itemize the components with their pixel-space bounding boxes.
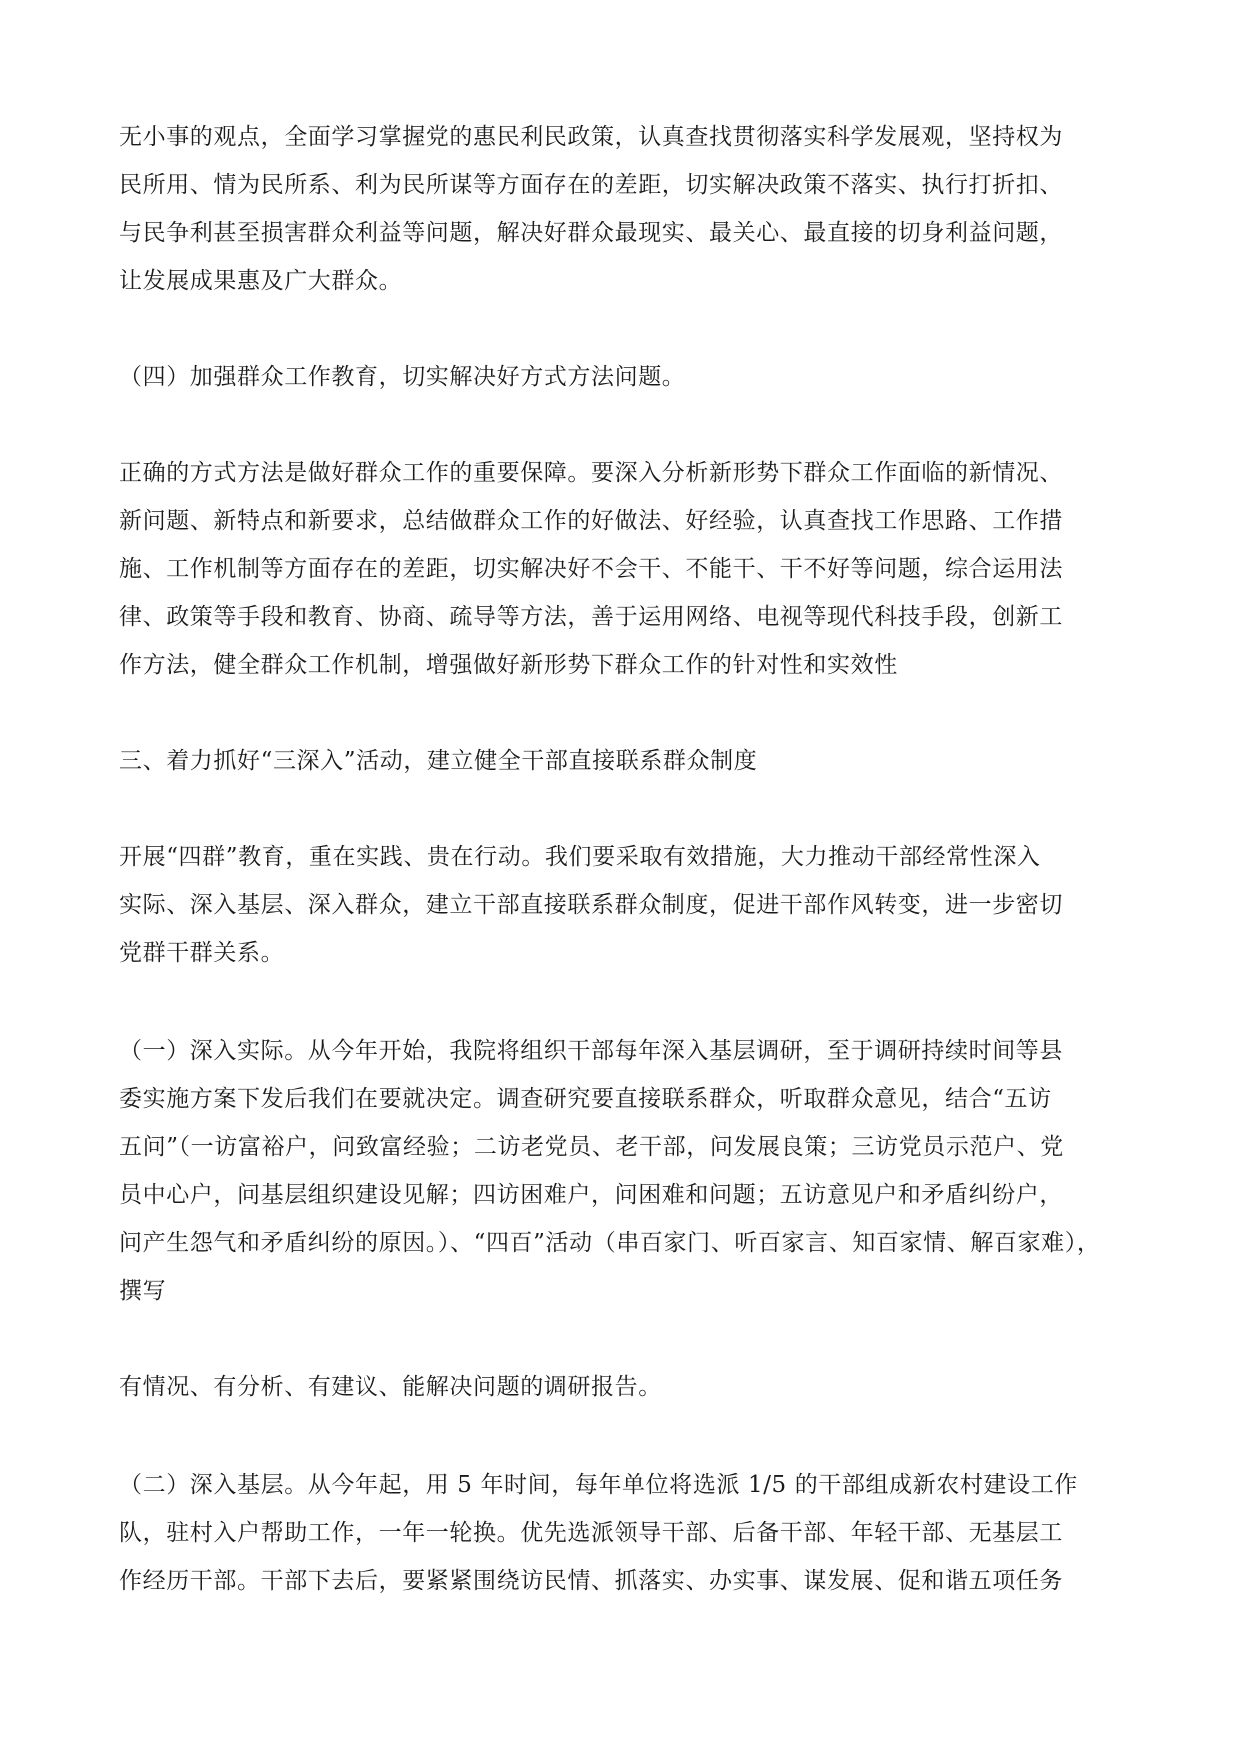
text-line: 队，驻村入户帮助工作，一年一轮换。优先选派领导干部、后备干部、年轻干部、无基层工 bbox=[119, 1520, 1063, 1546]
text-line: 民所用、情为民所系、利为民所谋等方面存在的差距，切实解决政策不落实、执行打折扣、 bbox=[119, 172, 1063, 198]
text-line: （四）加强群众工作教育，切实解决好方式方法问题。 bbox=[119, 364, 686, 390]
paragraph-methods bbox=[119, 449, 1127, 689]
text-line: 施、工作机制等方面存在的差距，切实解决好不会干、不能干、干不好等问题，综合运用法 bbox=[119, 556, 1063, 582]
text-line: 新问题、新特点和新要求，总结做群众工作的好做法、好经验，认真查找工作思路、工作措 bbox=[119, 508, 1063, 534]
paragraph-report bbox=[119, 1363, 1127, 1411]
text-line: 三、着力抓好“三深入”活动，建立健全干部直接联系群众制度 bbox=[119, 748, 758, 774]
paragraph-four-groups bbox=[119, 833, 1127, 977]
text-line: 作方法，健全群众工作机制，增强做好新形势下群众工作的针对性和实效性 bbox=[119, 652, 898, 678]
text-line: 委实施方案下发后我们在要就决定。调查研究要直接联系群众，听取群众意见，结合“五访 bbox=[119, 1086, 1052, 1112]
text-line: 与民争利甚至损害群众利益等问题，解决好群众最现实、最关心、最直接的切身利益问题， bbox=[119, 220, 1063, 246]
section-heading-4 bbox=[119, 353, 1127, 401]
paragraph-deep-grassroots bbox=[119, 1461, 1127, 1605]
text-line: 有情况、有分析、有建议、能解决问题的调研报告。 bbox=[119, 1374, 662, 1400]
paragraph-deep-reality bbox=[119, 1027, 1127, 1315]
text-line: 实际、深入基层、深入群众，建立干部直接联系群众制度，促进干部作风转变，进一步密切 bbox=[119, 892, 1063, 918]
section-heading-3 bbox=[119, 737, 1127, 785]
text-line: 作经历干部。干部下去后，要紧紧围绕访民情、抓落实、办实事、谋发展、促和谐五项任务 bbox=[119, 1568, 1063, 1594]
text-line: 无小事的观点，全面学习掌握党的惠民利民政策，认真查找贯彻落实科学发展观，坚持权为 bbox=[119, 124, 1063, 150]
paragraph-policy-gap bbox=[119, 113, 1127, 305]
text-line: 开展“四群”教育，重在实践、贵在行动。我们要采取有效措施，大力推动干部经常性深入 bbox=[119, 844, 1041, 870]
text-line: 正确的方式方法是做好群众工作的重要保障。要深入分析新形势下群众工作面临的新情况、 bbox=[119, 460, 1063, 486]
text-line: 律、政策等手段和教育、协商、疏导等方法，善于运用网络、电视等现代科技手段，创新工 bbox=[119, 604, 1063, 630]
text-line: 党群干群关系。 bbox=[119, 940, 285, 966]
text-line: 问产生怨气和矛盾纠纷的原因。）、“四百”活动（串百家门、听百家言、知百家情、解百家难）， bbox=[119, 1230, 1101, 1256]
text-line: （一）深入实际。从今年开始，我院将组织干部每年深入基层调研，至于调研持续时间等县 bbox=[119, 1038, 1063, 1064]
text-line: 让发展成果惠及广大群众。 bbox=[119, 268, 403, 294]
text-line: （二）深入基层。从今年起，用 5 年时间，每年单位将选派 1/5 的干部组成新农村建设工作 bbox=[119, 1472, 1078, 1498]
text-line: 五问”（一访富裕户，问致富经验；二访老党员、老干部，问发展良策；三访党员示范户、党 bbox=[119, 1134, 1064, 1160]
text-line: 撰写 bbox=[119, 1278, 167, 1304]
document-body bbox=[119, 113, 1127, 1605]
text-line: 员中心户，问基层组织建设见解；四访困难户，问困难和问题；五访意见户和矛盾纠纷户， bbox=[119, 1182, 1063, 1208]
